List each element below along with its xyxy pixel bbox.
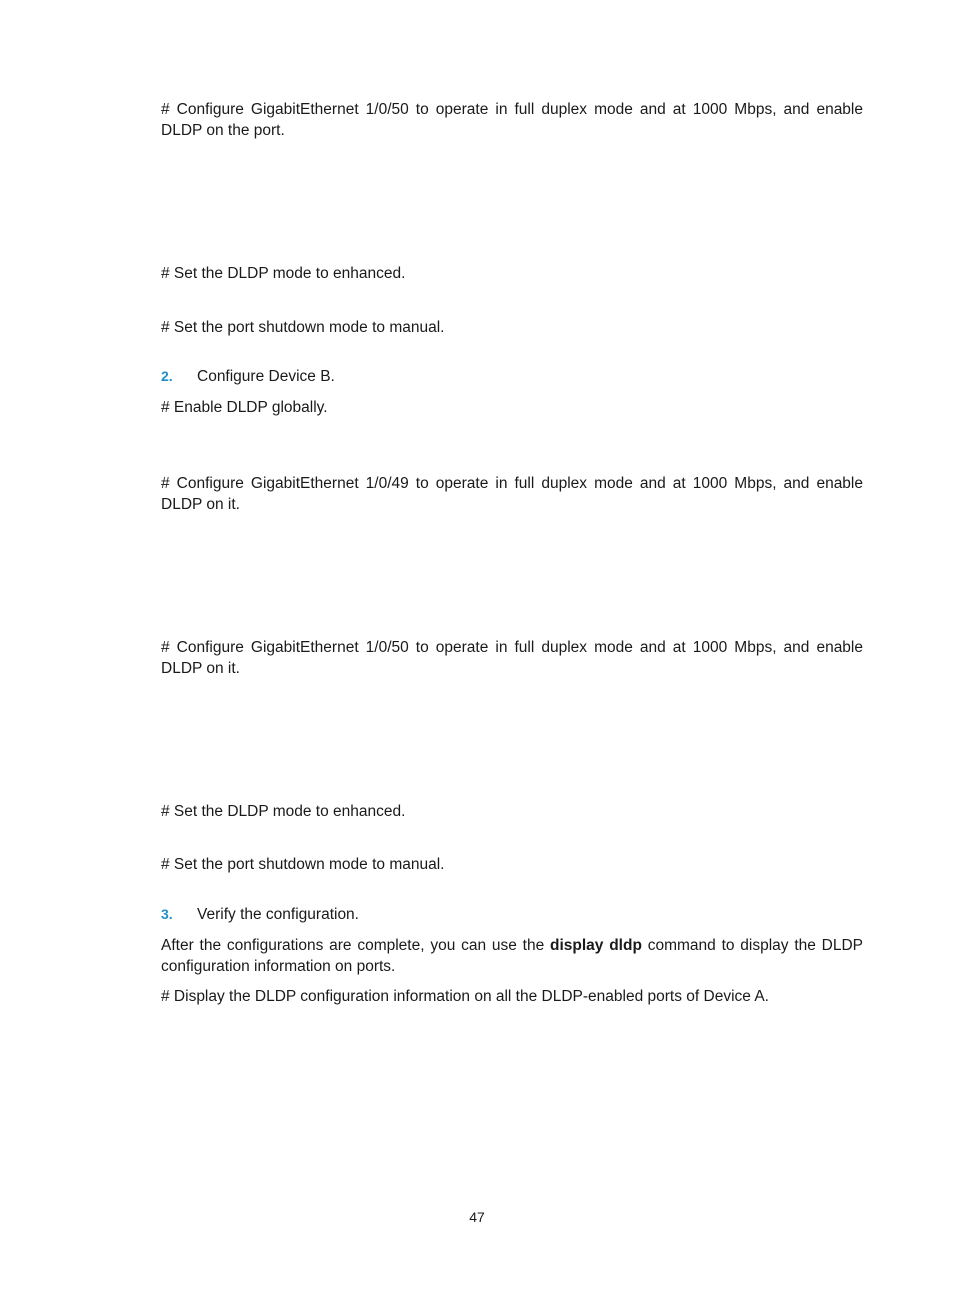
step-configure-device-b — [161, 366, 863, 387]
step-verify-configuration — [161, 904, 863, 925]
text-before-command: After the configurations are complete, you can use the — [161, 937, 551, 954]
paragraph-enable-dldp-globally: # Enable DLDP globally. — [161, 399, 328, 416]
paragraph-set-dldp-mode-enhanced: # Set the DLDP mode to enhanced. — [161, 265, 406, 282]
paragraph-display-dldp-info: # Display the DLDP configuration information on all the DLDP-enabled ports of Device A. — [161, 988, 769, 1005]
page-number: 47 — [469, 1209, 485, 1225]
step-label: Configure Device B. — [197, 368, 335, 385]
command-display-dldp: display dldp — [550, 937, 642, 954]
step-number: 2. — [161, 368, 173, 384]
paragraph-after-configurations — [161, 935, 863, 977]
paragraph-configure-ge-1-0-49: # Configure GigabitEthernet 1/0/49 to operate in full duplex mode and at 1000 Mbps, and enable DLDP on it. — [161, 475, 863, 513]
paragraph-configure-ge-1-0-50-device-a: # Configure GigabitEthernet 1/0/50 to operate in full duplex mode and at 1000 Mbps, and enable DLDP on the port. — [161, 101, 863, 139]
step-label: Verify the configuration. — [197, 906, 359, 923]
paragraph-set-dldp-mode-enhanced-b: # Set the DLDP mode to enhanced. — [161, 803, 406, 820]
step-number: 3. — [161, 906, 173, 922]
paragraph-configure-ge-1-0-50-device-b: # Configure GigabitEthernet 1/0/50 to operate in full duplex mode and at 1000 Mbps, and enable DLDP on it. — [161, 639, 863, 677]
paragraph-set-port-shutdown-manual-b: # Set the port shutdown mode to manual. — [161, 856, 445, 873]
text-after-command: command to display the DLDP configuration information on ports. — [161, 937, 864, 975]
paragraph-set-port-shutdown-manual: # Set the port shutdown mode to manual. — [161, 319, 445, 336]
